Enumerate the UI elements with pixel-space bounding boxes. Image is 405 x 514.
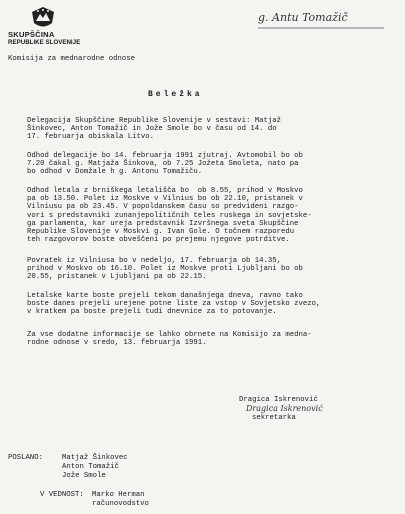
handwritten-signature: Dragica Iskrenović (246, 404, 323, 413)
paragraph-delegation (27, 117, 397, 142)
handwritten-note: g. Antu Tomažič (258, 11, 348, 24)
signatory-name: Dragica Iskrenović (239, 396, 318, 404)
paragraph-line: vori s predstavniki zunanjepolitičnih teles ruskega in sovjetske- (27, 211, 312, 220)
paragraph-line: bo odhod v Domžale h g. Antonu Tomažiču. (27, 168, 203, 177)
paragraph-tickets (27, 292, 397, 317)
commission-name: Komisija za mednarodne odnose (8, 55, 135, 63)
poslano-label: POSLANO: (8, 454, 44, 462)
vednost-label: V VEDNOST: (40, 491, 84, 499)
paragraph-flights (27, 187, 397, 244)
paragraph-departure (27, 152, 397, 177)
paragraph-line: Delegacija Skupščine Republike Slovenije v sestavi: Matjaž (27, 117, 281, 125)
paragraph-return (27, 257, 397, 282)
paragraph-line: Za vse dodatne informacije se lahko obrnete na Komisijo za medna- (27, 331, 312, 339)
paragraph-line: Republike Slovenije v Moskvi g. Ivan Gole. O točnem razporedu (27, 228, 295, 237)
document-title: Beležka (148, 90, 203, 99)
paragraph-line: pa ob 13.50. Polet iz Moskve v Vilnius bo ob 22.10, pristanek v (27, 195, 303, 204)
org-name-line2: REPUBLIKE SLOVENIJE (8, 39, 81, 46)
paragraph-line: Vilniusu pa ob 23.45. V popoldanskem času so predvideni razgo- (27, 203, 299, 212)
cc-recipient: Marko Herman (92, 491, 145, 499)
paragraph-line: Povratek iz Vilniusa bo v nedeljo, 17. februarja ob 14.35, (27, 257, 281, 265)
paragraph-line: 20.55, pristanek v Ljubljani pa ob 22.15. (27, 273, 207, 282)
paragraph-line: boste danes prejeli urejene potne liste za vstop v Sovjetsko zvezo, (27, 300, 321, 309)
paragraph-line: Šinkovec, Anton Tomažič in Jože Smole bo v času od 14. do (27, 125, 277, 134)
underline-icon (256, 26, 388, 30)
paragraph-line: Odhod letala z brniškega letališča bo ob 8.55, prihod v Moskvo (27, 187, 303, 195)
coat-of-arms-icon (30, 6, 56, 30)
recipient: Anton Tomažič (62, 463, 119, 471)
paragraph-line: ga parlamenta, kar ureja predstavnik Izvršnega sveta Skupščine (27, 219, 299, 228)
paragraph-line: 17. februarja obiskala Litvo. (27, 133, 154, 142)
paragraph-line: v kratkem pa boste prejeli tudi dnevnice za to potovanje. (27, 308, 277, 317)
paragraph-line: Odhod delegacije bo 14. februarja 1991 zjutraj. Avtomobil bo ob (27, 152, 303, 160)
org-name-line1: SKUPŠČINA (8, 30, 55, 39)
paragraph-line: 7.20 čakal g. Matjaža Šinkova, ob 7.25 Jožeta Smoleta, nato pa (27, 160, 299, 169)
signatory-role: sekretarka (252, 414, 296, 422)
paragraph-info (27, 331, 397, 347)
paragraph-line: prihod v Moskvo ob 16.10. Polet iz Moskve proti Ljubljani bo ob (27, 265, 303, 274)
paragraph-line: rodne odnose v sredo, 13. februarja 1991. (27, 339, 207, 348)
cc-recipient: računovodstvo (92, 500, 149, 508)
paragraph-line: teh razgovorov boste obveščeni po prejemu njegove potrditve. (27, 236, 290, 245)
paragraph-line: Letalske karte boste prejeli tekom današnjega dneva, ravno tako (27, 292, 303, 300)
recipient: Jože Smole (62, 472, 106, 480)
recipient: Matjaž Šinkovec (62, 454, 128, 462)
